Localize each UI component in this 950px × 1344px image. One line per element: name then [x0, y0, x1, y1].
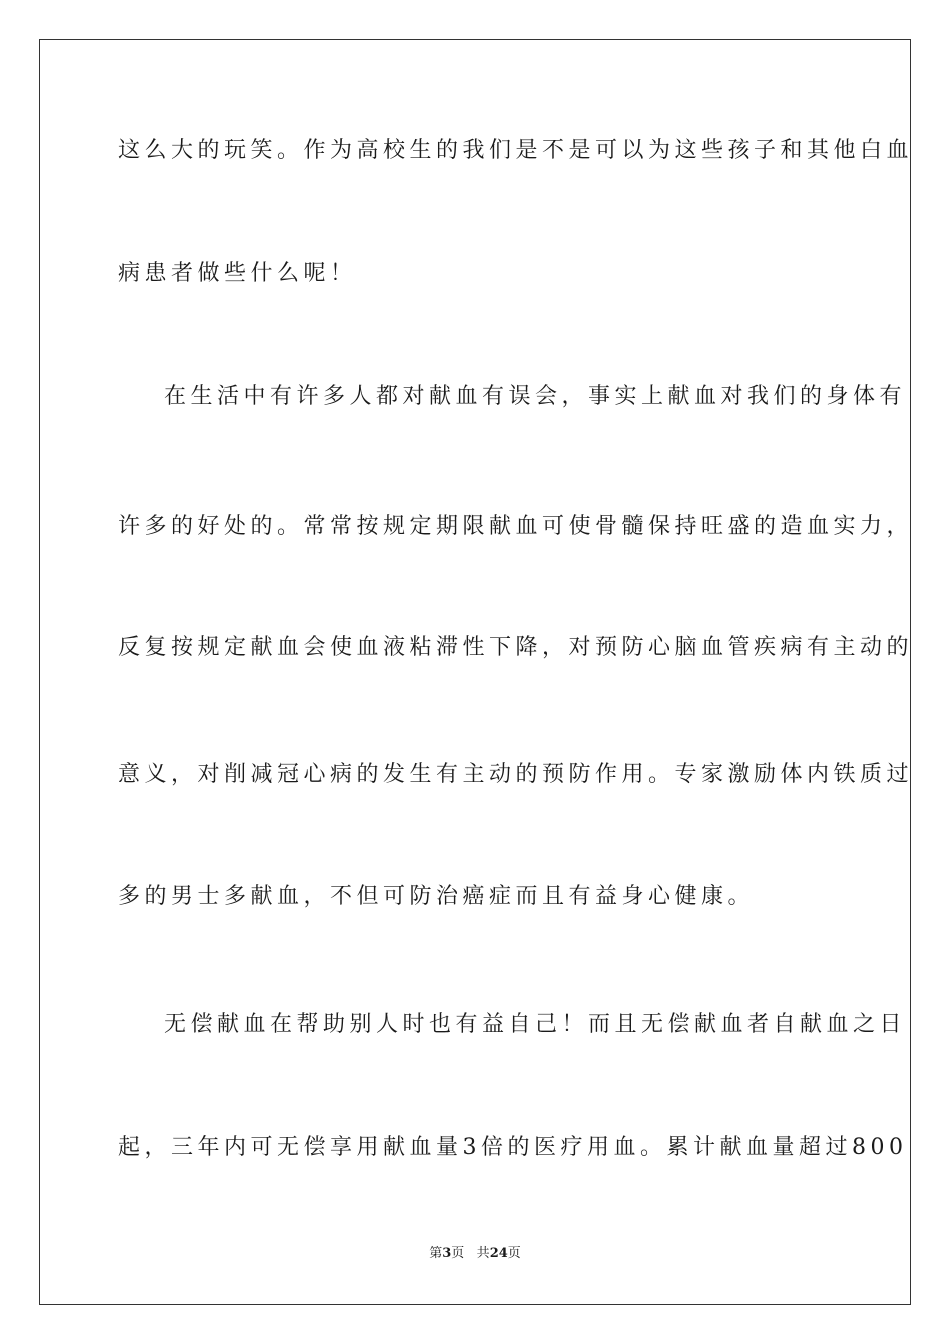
body-text-line: 多的男士多献血，不但可防治癌症而且有益身心健康。 — [118, 884, 755, 909]
page-number: 3 — [442, 1246, 452, 1261]
page-border — [39, 39, 914, 1305]
page-footer — [0, 1245, 950, 1263]
total-pages: 24 — [489, 1246, 508, 1261]
body-text-line: 许多的好处的。常常按规定期限献血可使骨髓保持旺盛的造血实力， — [118, 514, 914, 539]
body-text-line: 反复按规定献血会使血液粘滞性下降，对预防心脑血管疾病有主动的 — [118, 635, 914, 660]
body-text-line: 在生活中有许多人都对献血有误会，事实上献血对我们的身体有 — [164, 384, 907, 409]
body-text-line: 这么大的玩笑。作为高校生的我们是不是可以为这些孩子和其他白血 — [118, 138, 914, 163]
page-suffix: 页 — [451, 1246, 465, 1261]
body-text-line: 无偿献血在帮助别人时也有益自己！而且无偿献血者自献血之日 — [164, 1012, 907, 1037]
total-suffix: 页 — [507, 1246, 521, 1261]
body-text-line: 起，三年内可无偿享用献血量3倍的医疗用血。累计献血量超过800 — [118, 1135, 908, 1160]
body-text-line: 意义，对削减冠心病的发生有主动的预防作用。专家激励体内铁质过 — [118, 762, 914, 787]
total-prefix: 共 — [476, 1246, 490, 1261]
page-prefix: 第 — [429, 1246, 443, 1261]
body-text-line: 病患者做些什么呢！ — [118, 261, 357, 286]
